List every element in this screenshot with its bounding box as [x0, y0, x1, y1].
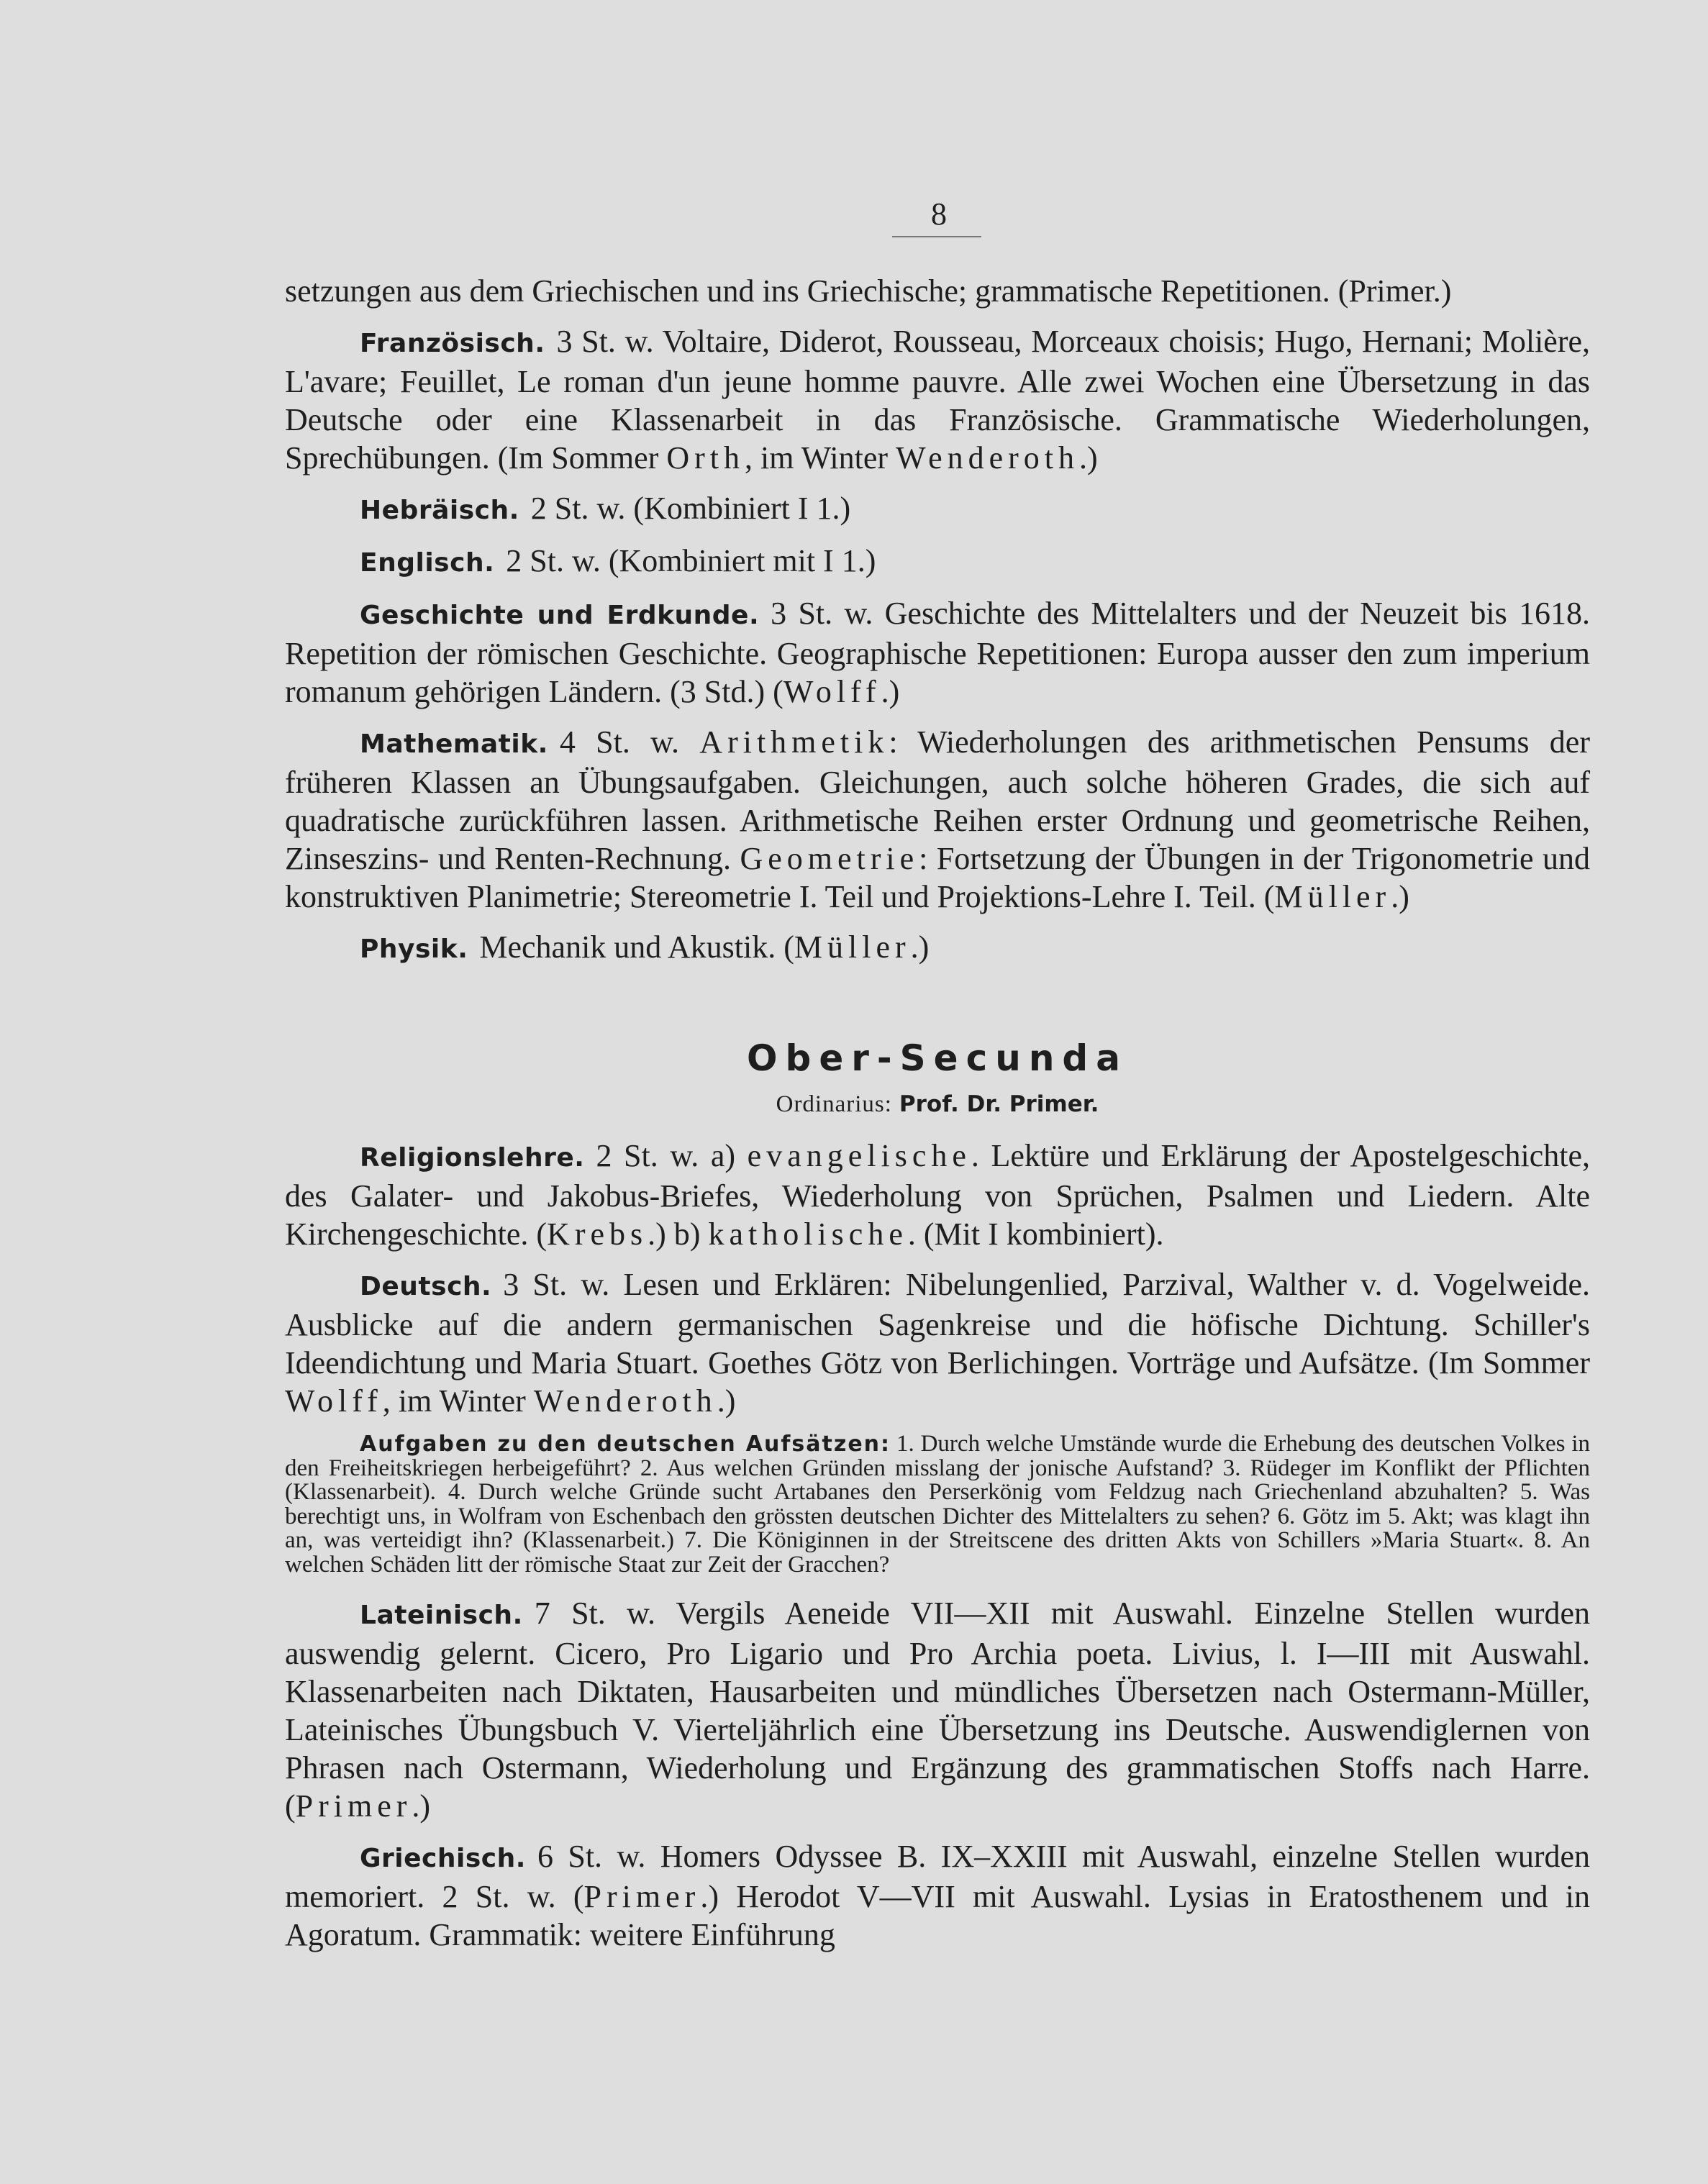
ordinarius-label: Ordinarius: — [776, 1091, 892, 1117]
text-lateinisch: 7 St. w. Vergils Aeneide VII—XII mit Auswahl. Einzelne Stellen wurden auswendig gelernt. Cicero, Pro Ligario und Pro Archia poeta. Livius, l. I—III mit Auswahl. Klassenarbeiten nach Diktaten, Hausarbeiten und mündliches Übersetzen nach Ostermann-Müller, Lateinisches Übungsbuch V. Vierteljährlich eine Übersetzung ins Deutsche. Auswendiglernen von Phrasen nach Ostermann, Wiederholung und Ergänzung des grammatischen Stoffs nach Harre. ( — [285, 1596, 1590, 1824]
teacher-name: Krebs — [547, 1216, 648, 1252]
heading-lateinisch: Lateinisch. — [360, 1601, 523, 1630]
text-religion-c: .) b) — [648, 1216, 709, 1252]
text-physik: Mechanik und Akustik. ( — [479, 929, 794, 965]
text-geschichte-end: .) — [881, 674, 900, 709]
page-body — [285, 272, 1590, 1966]
text-franzoesisch: 3 St. w. Voltaire, Diderot, Rousseau, Morceaux choisis; Hugo, Hernani; Molière, L'avare; Feuillet, Le roman d'un jeune homme pauvre. Alle zwei Wochen eine Übersetzung in das Deutsche oder eine Klassenarbeit in das Französische. Grammatische Wiederholungen, Sprechübungen. (Im Sommer — [285, 324, 1590, 476]
text-religion-a: 2 St. w. a) — [596, 1138, 748, 1173]
heading-franzoesisch: Französisch. — [360, 329, 545, 358]
page-number-rule — [892, 236, 981, 237]
subtopic-arithmetik: Arithmetik — [699, 724, 889, 760]
subtopic-geometrie: Geometrie — [740, 841, 919, 876]
text-griechisch-b: .) Herodot V—VII mit Auswahl. Lysias in Eratosthenem und in Agoratum. Grammatik: weitere Einführung — [285, 1879, 1590, 1952]
teacher-name: Wolff — [285, 1383, 383, 1419]
text-aufsatz-themen: 1. Durch welche Umstände wurde die Erhebung des deutschen Volkes in den Freiheitskriegen herbeigeführt? 2. Aus welchen Gründen misslang der jonische Aufstand? 3. Rüdeger im Konflikt der Pflichten (Klassenarbeit). 4. Durch welche Gründe sucht Artabanes den Perserkönig vom Feldzug nach Griechenland abzuhalten? 5. Was berechtigt uns, in Wolfram von Eschenbach den grössten deutschen Dichter des Mittelalters zu sehen? 6. Götz im 5. Akt; was klagt ihn an, was verteidigt ihn? (Klassenarbeit.) 7. Die Königinnen in der Streitscene des dritten Akts von Schillers »Maria Stuart«. 8. An welchen Schäden litt der römische Staat zur Zeit der Gracchen? — [285, 1431, 1591, 1578]
paragraph-aufsatz-themen — [285, 1432, 1590, 1577]
text-mathematik-c: : Fortsetzung der Übungen in der Trigonometrie und konstruktiven Planimetrie; Stereometrie I. Teil und Projektions-Lehre I. Teil. ( — [285, 841, 1590, 914]
text-lateinisch-end: .) — [412, 1788, 431, 1824]
ordinarius-name: Prof. Dr. Primer. — [899, 1091, 1099, 1117]
paragraph-deutsch — [285, 1265, 1590, 1420]
text-deutsch: 3 St. w. Lesen und Erklären: Nibelungenlied, Parzival, Walther v. d. Vogelweide. Ausblicke auf die andern germanischen Sagenkreise und die höfische Dichtung. Schiller's Ideendichtung und Maria Stuart. Goethes Götz von Berlichingen. Vorträge und Aufsätze. (Im Sommer — [285, 1267, 1590, 1380]
teacher-name: Wolff — [783, 674, 881, 709]
teacher-name: Müller — [1274, 879, 1391, 914]
teacher-name: Müller — [794, 929, 911, 965]
heading-religion: Religionslehre. — [360, 1143, 585, 1173]
teacher-name: Primer — [295, 1788, 412, 1824]
teacher-name: Orth — [666, 440, 745, 476]
page-number: 8 — [931, 196, 947, 232]
ordinarius-line — [285, 1088, 1590, 1121]
teacher-name: Primer — [583, 1879, 701, 1914]
heading-mathematik: Mathematik. — [360, 729, 548, 759]
heading-physik: Physik. — [360, 934, 468, 964]
heading-aufsatz-themen: Aufgaben zu den deutschen Aufsätzen: — [360, 1432, 891, 1457]
paragraph-religion — [285, 1137, 1590, 1253]
paragraph-franzoesisch — [285, 322, 1590, 477]
paragraph-hebraeisch — [285, 489, 1590, 529]
paragraph-englisch — [285, 542, 1590, 582]
paragraph-physik — [285, 928, 1590, 968]
paragraph-geschichte — [285, 594, 1590, 711]
teacher-name: Wenderoth — [896, 440, 1080, 476]
text-franzoesisch-mid: , im Winter — [745, 440, 896, 476]
paragraph-griechisch — [285, 1837, 1590, 1954]
text-englisch: 2 St. w. (Kombiniert mit I 1.) — [506, 543, 876, 578]
text-geschichte: 3 St. w. Geschichte des Mittelalters und der Neuzeit bis 1618. Repetition der römischen Geschichte. Geographische Repetitionen: Europa ausser den zum imperium romanum gehörigen Ländern. (3 Std.) ( — [285, 596, 1590, 709]
text-deutsch-mid: , im Winter — [382, 1383, 534, 1419]
text-mathematik-end: .) — [1391, 879, 1409, 914]
text-physik-end: .) — [910, 929, 930, 965]
paragraph-lateinisch — [285, 1594, 1590, 1825]
text-franzoesisch-end: .) — [1079, 440, 1098, 476]
text-deutsch-end: .) — [717, 1383, 736, 1419]
heading-hebraeisch: Hebräisch. — [360, 496, 519, 525]
text-griechisch-a: 6 St. w. Homers Odyssee B. IX–XXIII mit Auswahl, einzelne Stellen wurden memoriert. 2 St. w. ( — [285, 1839, 1590, 1914]
text-mathematik-b: : Wiederholungen des arithmetischen Pensums der früheren Klassen an Übungsaufgaben. Gleichungen, auch solche höheren Grades, die sich auf quadratische zurückführen lassen. Arithmetische Reihen erster Ordnung und geometrische Reihen, Zinseszins- und Renten-Rechnung. — [285, 724, 1590, 876]
continuation-paragraph: setzungen aus dem Griechischen und ins Griechische; grammatische Repetitionen. (Primer.) — [285, 273, 1452, 309]
text-mathematik-a: 4 St. w. — [559, 724, 700, 760]
text-hebraeisch: 2 St. w. (Kombiniert I 1.) — [530, 491, 851, 526]
subtopic-evangelisch: evangelische — [747, 1138, 971, 1173]
teacher-name: Wenderoth — [533, 1383, 717, 1419]
heading-geschichte: Geschichte und Erdkunde. — [360, 601, 760, 630]
paragraph-mathematik — [285, 723, 1590, 916]
section-title: Ober-Secunda — [747, 1037, 1128, 1079]
text-religion-b: . Lektüre und Erklärung der Apostelgeschichte, des Galater- und Jakobus-Briefes, Wiederholung von Sprüchen, Psalmen und Liedern. Alte Kirchengeschichte. ( — [285, 1138, 1590, 1252]
text-religion-end: . (Mit I kombiniert). — [907, 1216, 1164, 1252]
subtopic-katholisch: katholische — [708, 1216, 908, 1252]
heading-griechisch: Griechisch. — [360, 1844, 526, 1873]
heading-englisch: Englisch. — [360, 548, 495, 578]
heading-deutsch: Deutsch. — [360, 1272, 492, 1301]
